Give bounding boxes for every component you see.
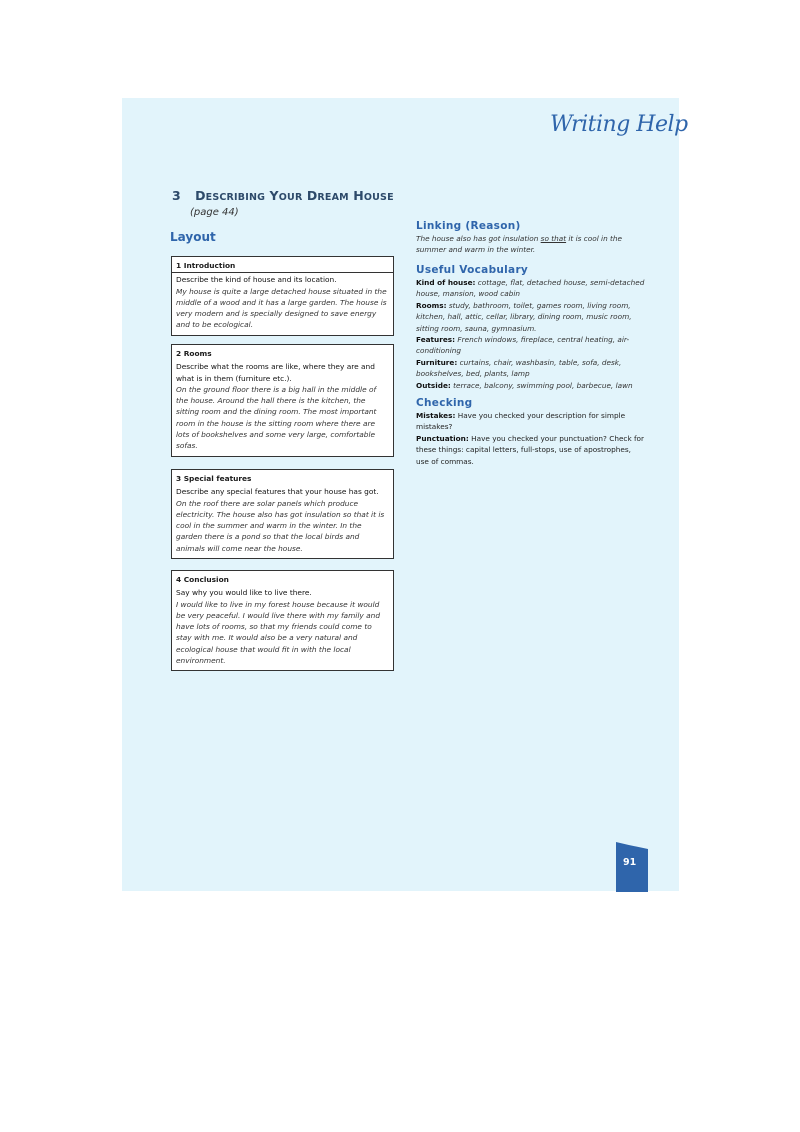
- rooms-box: [171, 344, 394, 457]
- box-example: On the roof there are solar panels which produce electricity. The house also has got insulation so that it is cool in the summer and warm in the winter. In the garden there is a pond so that the local birds and animals will come near the house.: [176, 498, 385, 553]
- checking-section: [416, 397, 646, 467]
- box-instruction: Describe the kind of house and its location.: [176, 275, 337, 285]
- box-instruction: Describe what the rooms are like, where they are and what is in them (furniture etc.).: [176, 362, 375, 383]
- vocabulary-section: [416, 264, 646, 391]
- writing-help-logo: Writing Help: [550, 112, 688, 137]
- linking-heading: Linking (Reason): [416, 220, 521, 232]
- box-title: 4 Conclusion: [176, 575, 229, 584]
- introduction-box: [171, 256, 394, 336]
- box-example: On the ground floor there is a big hall in the middle of the house. Around the hall there is the kitchen, the sitting room and the dining room. The most important room in the house is the sitting room where there are lots of bookshelves and some very large, comfortable sofas.: [176, 384, 377, 451]
- box-title: 1 Introduction: [172, 260, 393, 273]
- box-instruction: Say why you would like to live there.: [176, 588, 312, 598]
- section-number: 3: [172, 188, 181, 203]
- linking-example: The house also has got insulation so that it is cool in the summer and warm in the winter.: [416, 234, 622, 255]
- vocab-item: Rooms: study, bathroom, toilet, games room, living room, kitchen, hall, attic, cellar, library, dining room, music room, sitting room, sauna, gymnasium.: [416, 300, 632, 333]
- vocab-item: Features: French windows, fireplace, central heating, air-conditioning: [416, 335, 630, 356]
- section-title: [172, 188, 394, 203]
- title-word: DREAM: [306, 188, 349, 203]
- vocabulary-heading: Useful Vocabulary: [416, 264, 529, 276]
- box-example: My house is quite a large detached house situated in the middle of a wood and it has a large garden. The house is very modern and is specially designed to save energy and to be ecological.: [176, 286, 387, 330]
- vocab-item: Outside: terrace, balcony, swimming pool, barbecue, lawn: [416, 380, 633, 390]
- special-features-box: [171, 469, 394, 559]
- vocab-item: Furniture: curtains, chair, washbasin, table, sofa, desk, bookshelves, bed, plants, lamp: [416, 357, 622, 379]
- conclusion-box: [171, 570, 394, 671]
- title-word: DESCRIBING: [195, 188, 266, 203]
- linking-underlined: so that: [540, 234, 567, 243]
- title-word: HOUSE: [353, 188, 394, 203]
- page-number: 91: [623, 857, 637, 868]
- vocab-item: Kind of house: cottage, flat, detached house, semi-detached house, mansion, wood cabin: [416, 278, 645, 299]
- checking-heading: Checking: [416, 397, 473, 409]
- box-title: 3 Special features: [176, 474, 252, 483]
- title-word: YOUR: [269, 188, 303, 203]
- box-example: I would like to live in my forest house because it would be very peaceful. I would live there with my family and have lots of rooms, so that my friends could come to stay with me. It would also be a very natural and ecological house that would fit in with the local environment.: [176, 599, 381, 666]
- page-reference: (page 44): [190, 207, 239, 218]
- checking-item: Mistakes: Have you checked your description for simple mistakes?: [416, 411, 626, 432]
- layout-heading: Layout: [170, 230, 216, 244]
- checking-item: Punctuation: Have you checked your punctuation? Check for these things: capital letters, full-stops, use of apostrophes, use of commas.: [416, 433, 645, 466]
- linking-section: [416, 220, 646, 256]
- box-instruction: Describe any special features that your house has got.: [176, 487, 379, 497]
- box-title: 2 Rooms: [176, 349, 212, 358]
